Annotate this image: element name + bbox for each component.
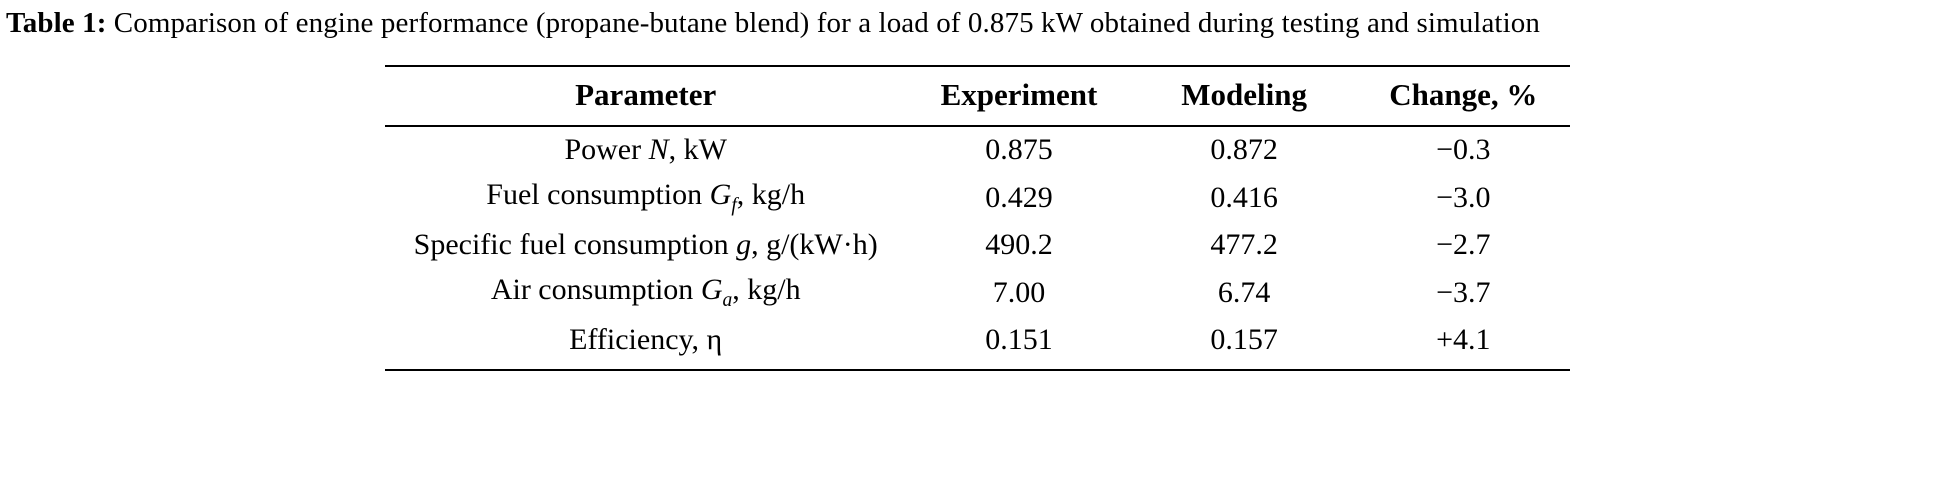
cell-modeling: 6.74 (1217, 275, 1271, 309)
table-header (385, 66, 1570, 126)
table-row (385, 126, 1570, 172)
parameter-symbol: N (648, 133, 669, 167)
table-caption (0, 0, 1955, 43)
parameter-symbol: g (736, 228, 752, 262)
table-caption-label: Table 1: (6, 7, 107, 39)
column-header-experiment: Experiment (940, 77, 1098, 113)
parameter-subscript: f (731, 195, 737, 217)
table-row (385, 222, 1570, 267)
parameter-symbol: G (709, 178, 732, 212)
cell-experiment: 0.875 (985, 133, 1053, 167)
cell-experiment: 7.00 (992, 275, 1046, 309)
column-header-modeling: Modeling (1181, 77, 1307, 113)
table-caption-text: Comparison of engine performance (propane-butane blend) for a load of 0.875 kW obtained during testing and simulation (106, 7, 1540, 39)
cell-experiment: 490.2 (985, 228, 1053, 262)
parameter-subscript: a (722, 290, 733, 312)
table-body (385, 126, 1570, 370)
cell-modeling: 477.2 (1210, 228, 1278, 262)
cell-experiment: 0.151 (985, 323, 1053, 357)
cell-modeling: 0.157 (1210, 323, 1278, 357)
cell-parameter: Specific fuel consumption g, g/(kW·h) (413, 228, 878, 262)
table-row (385, 267, 1570, 317)
parameter-symbol: G (700, 273, 723, 307)
cell-change: −3.0 (1436, 180, 1491, 214)
cell-change: +4.1 (1436, 323, 1491, 357)
column-header-parameter: Parameter (575, 77, 717, 113)
cell-parameter: Efficiency, η (569, 323, 723, 357)
table-container (0, 65, 1955, 371)
cell-change: −2.7 (1436, 228, 1491, 262)
cell-experiment: 0.429 (985, 180, 1053, 214)
cell-modeling: 0.416 (1210, 180, 1278, 214)
column-header-change: Change, % (1389, 77, 1538, 113)
table-header-row (385, 66, 1570, 126)
cell-parameter: Air consumption $G_a$, kg/h (490, 273, 801, 312)
engine-performance-table (385, 65, 1570, 371)
table-row (385, 317, 1570, 370)
cell-modeling: 0.872 (1210, 133, 1278, 167)
table-row (385, 172, 1570, 222)
cell-parameter: Fuel consumption $G_f$, kg/h (486, 178, 806, 217)
cell-change: −0.3 (1436, 133, 1491, 167)
cell-parameter: Power N, kW (564, 133, 727, 167)
cell-change: −3.7 (1436, 275, 1491, 309)
